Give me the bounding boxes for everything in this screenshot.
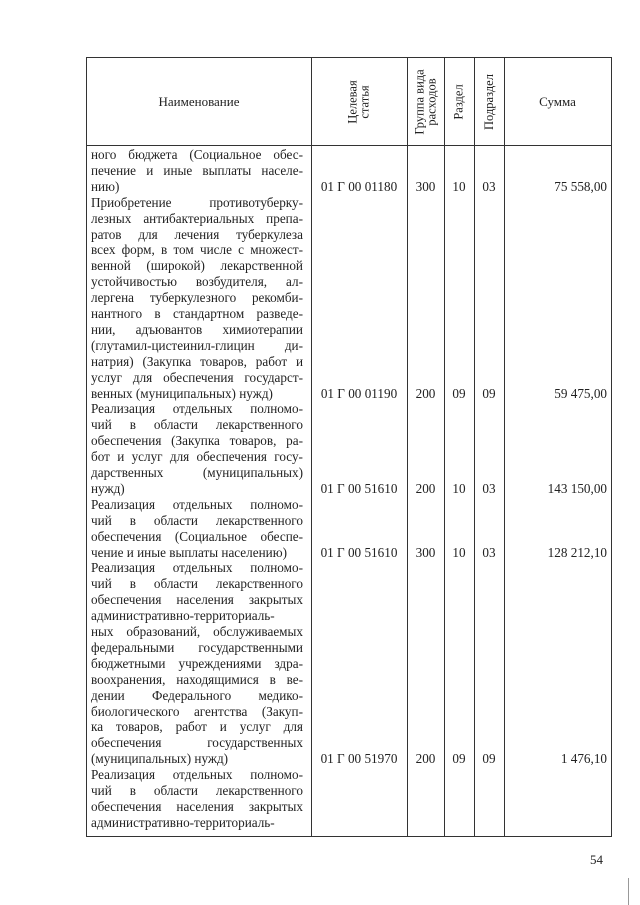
row-section: 10 [452,480,466,496]
row-name-line: чий в области лекарственного [91,417,303,433]
row-name-line: дении Федерального медико- [91,687,303,703]
row-section: 10 [452,178,466,194]
row-subsection: 09 [482,385,496,401]
row-sum: 1 476,10 [560,751,607,767]
row-section: 09 [452,385,466,401]
row-name-line: чий в области лекарственного [91,512,303,528]
row-name-line: венной (широкой) лекарственной [91,258,303,274]
row-name [91,767,307,831]
row-name-line: обеспечения (Закупка товаров, ра- [91,433,303,449]
col-divider [407,58,408,836]
row-name-line: бот и услуг для обеспечения госу- [91,449,303,465]
row-name [91,497,307,561]
col-divider [504,58,505,836]
row-name-line: обеспечения государственных [91,735,303,751]
row-name-line: бюджетными учреждениями здра- [91,655,303,671]
col-divider [444,58,445,836]
header-target-line2: статья [358,84,372,119]
row-name [91,195,307,402]
row-subsection: 03 [482,178,496,194]
row-name-line: биологического агентства (Закуп- [91,703,303,719]
row-name-line: ного бюджета (Социальное обес- [91,147,303,162]
header-section [444,58,474,145]
header-subsection-label: Подраздел [482,73,496,130]
row-target: 01 Г 00 01190 [320,385,398,401]
header-group-line2: расходов [424,77,439,126]
row-name-line: чий в области лекарственного [91,783,303,798]
row-name [91,147,307,195]
row-target: 01 Г 00 51610 [320,544,398,560]
row-name [91,401,307,496]
row-sum: 143 150,00 [547,480,607,496]
row-name-line: натрия) (Закупка товаров, работ и [91,353,303,369]
header-group [407,58,444,145]
header-subsection [474,58,504,145]
row-name-line: Реализация отдельных полномо- [91,767,303,783]
header-group-line1: Группа вида [412,68,427,135]
row-sum: 75 558,00 [554,178,607,194]
row-name-line: устойчивостью возбудителя, ал- [91,274,303,290]
header-section-label: Раздел [452,83,467,120]
row-name-line: венных (муниципальных) нужд) [91,385,273,401]
row-name-line: нантного в стандартном разведе- [91,306,303,322]
row-name-line: чение и иные выплаты населению) [91,544,287,560]
header-name [87,58,311,145]
row-name-line: обеспечения населения закрытых [91,592,303,608]
row-name-line: (муниципальных) нужд) [91,751,229,767]
header-sum-label: Сумма [539,93,576,109]
header-target [311,58,407,145]
row-name-line: лезных антибактериальных препа- [91,210,303,226]
row-name-line: (глутамил-цистеинил-глицин ди- [91,337,303,353]
row-name-line: Реализация отдельных полномо- [91,401,303,417]
col-divider [311,58,312,836]
row-name-line: ных образований, обслуживаемых [91,624,303,640]
row-sum: 128 212,10 [547,544,607,560]
row-name-line: воохранения, находящимися в ве- [91,671,303,687]
row-name-line: Реализация отдельных полномо- [91,560,303,576]
row-group: 300 [415,178,436,194]
header-target-label [347,80,371,123]
row-subsection: 09 [482,751,496,767]
row-target: 01 Г 00 51610 [320,480,398,496]
header-group-label [414,69,438,134]
row-name-line: административно-территориаль- [91,814,275,830]
row-name-line: обеспечения населения закрытых [91,798,303,814]
row-name-line: нии, адъювантов химиотерапии [91,321,303,337]
page-number: 54 [590,852,603,867]
row-name-line: лергена туберкулезного рекомби- [91,290,303,306]
header-divider [87,145,611,146]
row-name-line: чий в области лекарственного [91,576,303,592]
row-name-line: услуг для обеспечения государст- [91,369,303,385]
row-name-line: всех форм, в том числе с множест- [91,242,303,258]
col-divider [474,58,475,836]
row-name-line: Реализация отдельных полномо- [91,496,303,512]
header-target-line1: Целевая [346,79,360,124]
row-sum: 59 475,00 [554,385,607,401]
row-target: 01 Г 00 51970 [320,751,398,767]
row-group: 200 [415,385,436,401]
row-group: 300 [415,544,436,560]
row-name-line: обеспечения (Социальное обеспе- [91,528,303,544]
row-section: 09 [452,751,466,767]
row-group: 200 [415,751,436,767]
scan-edge [628,878,629,905]
row-name-line: административно-территориаль- [91,608,275,624]
row-name-line: дарственных (муниципальных) [91,465,303,481]
header-name-label: Наименование [158,93,240,109]
row-name-line: федеральными государственными [91,639,303,655]
header-sum [504,58,611,145]
row-name-line: ратов для лечения туберкулеза [91,226,303,242]
budget-table [86,57,612,837]
row-subsection: 03 [482,480,496,496]
row-name-line: печение и иные выплаты населе- [91,162,303,178]
row-group: 200 [415,480,436,496]
row-name-line: ка товаров, работ и услуг для [91,719,303,735]
row-subsection: 03 [482,544,496,560]
row-name-line: Приобретение противотуберку- [91,194,303,210]
row-section: 10 [452,544,466,560]
row-target: 01 Г 00 01180 [320,178,398,194]
row-name-line: нию) [91,178,120,194]
row-name [91,560,307,767]
row-name-line: нужд) [91,480,125,496]
